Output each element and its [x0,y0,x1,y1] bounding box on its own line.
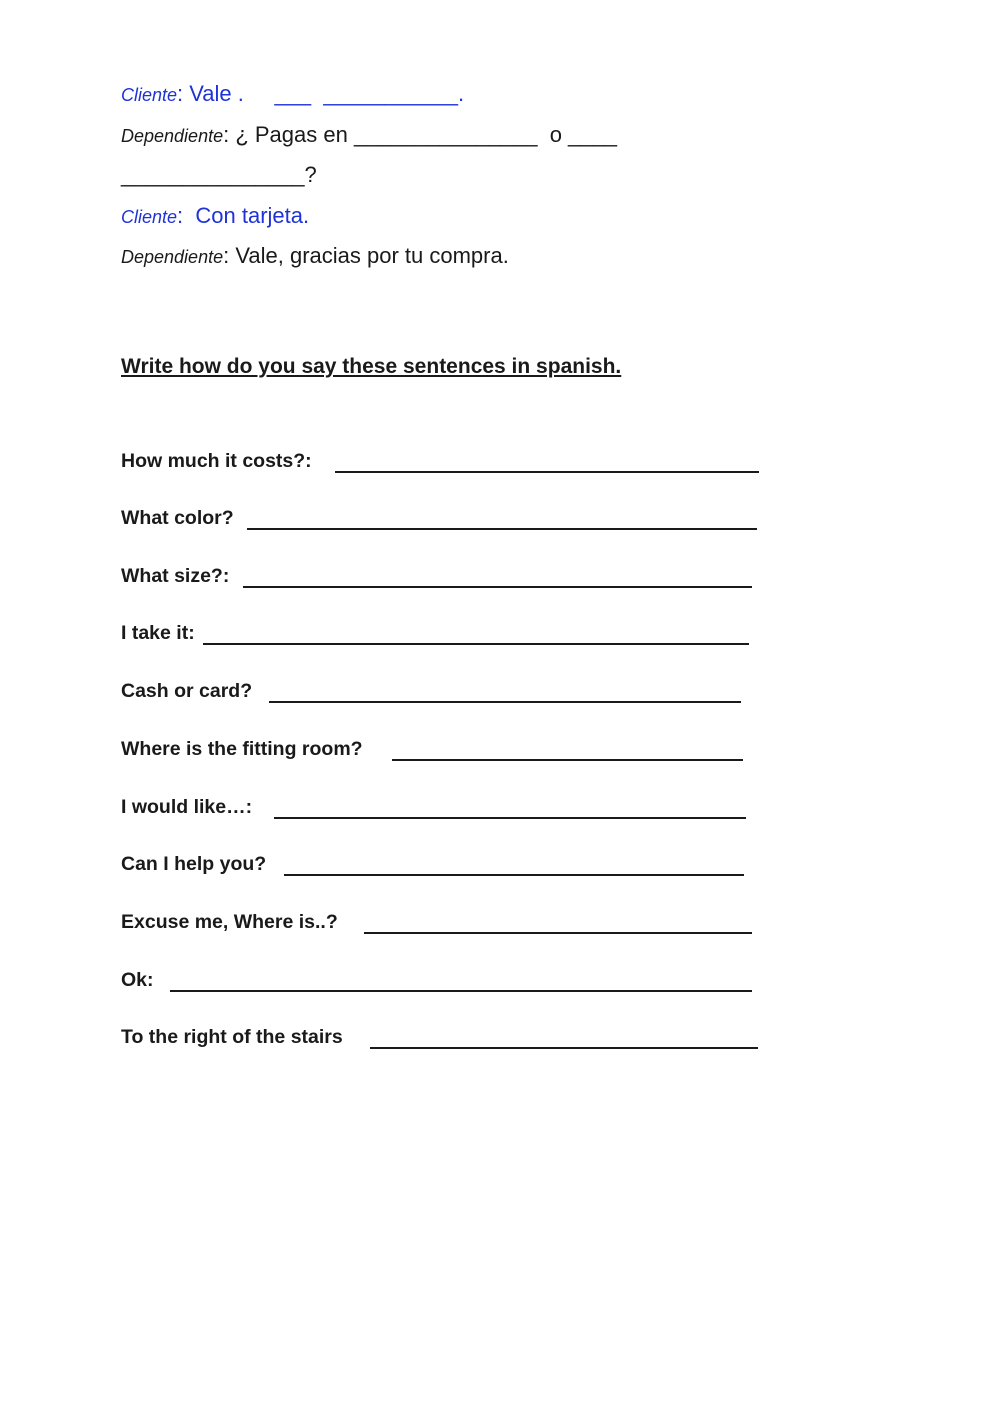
answer-line[interactable] [170,990,752,992]
dialogue-line-cliente-2: Cliente: Con tarjeta. [121,203,310,228]
speaker-label: Cliente [121,85,178,105]
question-label: What size?: [121,565,230,587]
question-label: I take it: [121,622,195,644]
answer-line[interactable] [274,817,746,819]
dialogue-line-dependiente-1: Dependiente: ¿ Pagas en _______________ o ____ [121,122,618,147]
question-label: To the right of the stairs [121,1026,343,1048]
dialogue-line-dependiente-2: Dependiente: Vale, gracias por tu compra. [121,243,509,268]
dialogue-text: Con tarjeta. [183,203,310,228]
exercise-heading: Write how do you say these sentences in spanish. [121,355,622,378]
answer-line[interactable] [370,1047,758,1049]
dialogue-text: ¿ Pagas en _______________ o ____ [229,122,618,147]
answer-line[interactable] [392,759,743,761]
question-label: Excuse me, Where is..? [121,911,338,933]
answer-line[interactable] [243,586,752,588]
dialogue-text: Vale, gracias por tu compra. [229,243,509,268]
question-label: Cash or card? [121,680,253,702]
dialogue-text: _______________? [121,162,317,187]
answer-line[interactable] [247,528,757,530]
answer-line[interactable] [284,874,744,876]
answer-line[interactable] [335,471,759,473]
speaker-label: Cliente [121,207,178,227]
dialogue-line-continuation [121,161,317,189]
answer-line[interactable] [269,701,741,703]
question-label: Where is the fitting room? [121,738,363,760]
answer-line[interactable] [364,932,752,934]
question-label: How much it costs?: [121,450,312,472]
dialogue-line-cliente-1: Cliente: Vale . ___ ___________. [121,81,465,106]
question-label: I would like…: [121,796,253,818]
question-label: What color? [121,507,234,529]
speaker-label: Dependiente [121,247,224,267]
answer-line[interactable] [203,643,749,645]
question-label: Ok: [121,969,154,991]
speaker-label: Dependiente [121,126,224,146]
question-label: Can I help you? [121,853,267,875]
dialogue-text: Vale . ___ ___________. [183,81,465,106]
